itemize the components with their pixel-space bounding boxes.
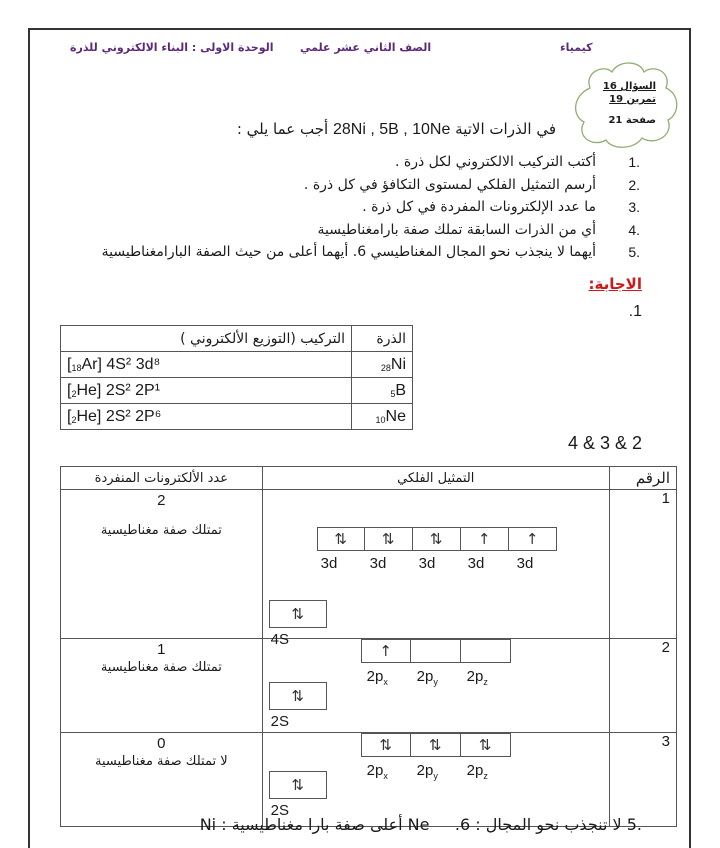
orbital-label-sub: x [383,677,388,687]
intro-atoms: 28Ni , 5B , 10Ne [332,121,451,138]
orbital-label-sub: y [433,771,438,781]
row-number: 2 [609,639,676,733]
atom-z: 5 [390,388,396,399]
core-symbol: Ar [81,355,98,373]
orbital-box-group [317,527,557,551]
orbital-label [367,668,417,687]
config-row [61,404,413,430]
config-rest: 2S² 2P⁶ [105,407,162,425]
s-orbital-group [269,771,327,799]
config-row [61,378,413,404]
row-number: 1 [609,490,676,639]
orbital-label-base: 2p [416,668,434,685]
header-grade: الصف الثاني عشر علمي [300,41,432,54]
s-orbital-label: 2S [270,713,290,730]
orbital-label-base: 2p [466,762,484,779]
config-rest: 4S² 3d⁸ [106,355,161,373]
orbital-diagram-cell [262,733,609,827]
orbital-box: ⇅ [317,527,365,551]
orbital-label-sub: z [483,677,488,687]
orbital-box [461,639,511,663]
orbital-label-group [321,555,566,572]
question-list [80,151,640,264]
orbital-label [367,762,417,781]
unpaired-count: 0 [157,735,166,752]
config-rest: 2S² 2P¹ [105,381,161,399]
core-symbol: He [76,407,97,425]
orbital-box: ⇅ [413,527,461,551]
core-z: 2 [71,388,77,399]
header-subject: كيمياء [560,41,593,54]
orbital-diagram-cell [262,490,609,648]
question-number: .3 [628,199,640,216]
question-text: أرسم التمثيل الفلكي لمستوى التكافؤ في كل ذرة . [303,176,596,193]
orbital-box: ↑ [509,527,557,551]
orbital-box: ⇅ [461,733,511,757]
part1-label: .1 [628,303,642,320]
orbital-table-header [61,467,677,490]
question-number: .1 [628,154,640,171]
orbital-box: ↑ [461,527,509,551]
cloud-question: السؤال 16 [602,81,656,92]
question-text: أيهما لا ينجذب نحو المجال المغناطيسي 6. أيهما أعلى من حيث الصفة البارامغناطيسية [101,244,596,261]
cloud-exercise: تمرين 19 [609,94,656,105]
intro-before: في الذرات الاتية [455,120,556,138]
question-item [80,241,640,264]
core-z: 2 [71,414,77,425]
question-number: .2 [628,176,640,193]
magnetic-property: لا تمتلك صفة مغناطيسية [95,754,228,769]
question-text: أي من الذرات السابقة تملك صفة بارامغناطيسية [317,221,596,238]
atom-cell [352,404,413,430]
unpaired-cell [61,733,263,827]
s-orbital-label: 4S [270,631,290,648]
atom-symbol: B [395,381,406,399]
unpaired-count: 2 [157,492,166,509]
orbital-label-base: 2p [366,668,384,685]
intro-line [236,120,556,139]
orbital-box: ↑ [361,639,411,663]
question-text: أكتب التركيب الالكتروني لكل ذرة . [394,154,596,171]
orbital-label: 3d [320,555,338,572]
question-item [80,196,640,219]
atom-cell [352,378,413,404]
config-cell: $[_2He]$ 2S² 2P¹ [61,378,352,404]
orbital-box [411,639,461,663]
orbital-label-base: 2p [366,762,384,779]
orbital-row [61,639,677,733]
orbital-label-group [367,762,517,781]
orbital-label-sub: z [483,771,488,781]
orbital-label-base: 2p [416,762,434,779]
config-table-header [61,326,413,352]
atom-z: 10 [375,414,386,425]
cloud-note [570,80,656,127]
orbital-box-group [361,733,511,757]
cloud-page: صفحة 21 [608,115,656,126]
s-orbital-group [269,600,327,628]
orbital-row [61,733,677,827]
atom-symbol: Ni [390,355,406,373]
row-number: 3 [609,733,676,827]
orbital-label-base: 2p [466,668,484,685]
orbital-row [61,490,677,639]
orbital-label [417,668,467,687]
config-row [61,352,413,378]
s-orbital-box: ⇅ [269,682,327,710]
orbital-box-group [361,639,511,663]
header-unpaired: عدد الألكترونات المنفردة [61,467,263,490]
core-symbol: He [76,381,97,399]
orbital-label [417,762,467,781]
config-cell: $[_2He]$ 2S² 2P⁶ [61,404,352,430]
answer-title: الاجابة: [588,275,642,293]
orbital-label: 3d [516,555,534,572]
header-num: الرقم [609,467,676,490]
magnetic-property: تمتلك صفة مغناطيسية [100,523,222,538]
final-part6: .6 أعلى صفة بارا مغناطيسية : Ni [199,815,471,834]
final-answer [180,815,642,834]
question-text: ما عدد الإلكترونات المفردة في كل ذرة . [362,199,596,216]
orbital-label [467,762,517,781]
unpaired-count: 1 [157,641,166,658]
unpaired-cell [61,639,263,733]
orbital-diagram-cell [262,639,609,733]
header-unit: الوحدة الاولى : البناء الالكتروني للذرة [70,41,274,54]
question-item [80,219,640,242]
unpaired-cell [61,490,263,639]
question-number: .5 [628,244,640,261]
orbital-label-group [367,668,517,687]
question-item [80,151,640,174]
orbital-label: 3d [418,555,436,572]
orbital-box: ⇅ [361,733,411,757]
orbital-label: 3d [467,555,485,572]
s-orbital-box: ⇅ [269,771,327,799]
question-number: .4 [628,221,640,238]
atom-z: 28 [380,362,391,373]
orbital-label: 3d [369,555,387,572]
header-orbital: التمثيل الفلكي [262,467,609,490]
orbital-box: ⇅ [411,733,461,757]
s-orbital-group [269,682,327,710]
core-z: 18 [71,362,82,373]
s-orbital-label: 2S [270,802,290,819]
orbital-label [467,668,517,687]
orbital-table [60,466,677,827]
header-config: التركيب (التوزيع الألكتروني ) [61,326,352,352]
header-atom: الذرة [352,326,413,352]
intro-after: أجب عما يلي : [236,120,329,138]
s-orbital-box: ⇅ [269,600,327,628]
atom-symbol: Ne [385,407,406,425]
parts-234-label: 4 & 3 & 2 [567,433,642,453]
config-table [60,325,413,430]
atom-cell [352,352,413,378]
question-item [80,174,640,197]
config-cell: $[_{18}Ar]$ 4S² 3d⁸ [61,352,352,378]
magnetic-property: تمتلك صفة مغناطيسية [100,660,222,675]
final-part5: .5 لا تنجذب نحو المجال : Ne [407,815,642,834]
orbital-box: ⇅ [365,527,413,551]
orbital-label-sub: x [383,771,388,781]
orbital-label-sub: y [433,677,438,687]
